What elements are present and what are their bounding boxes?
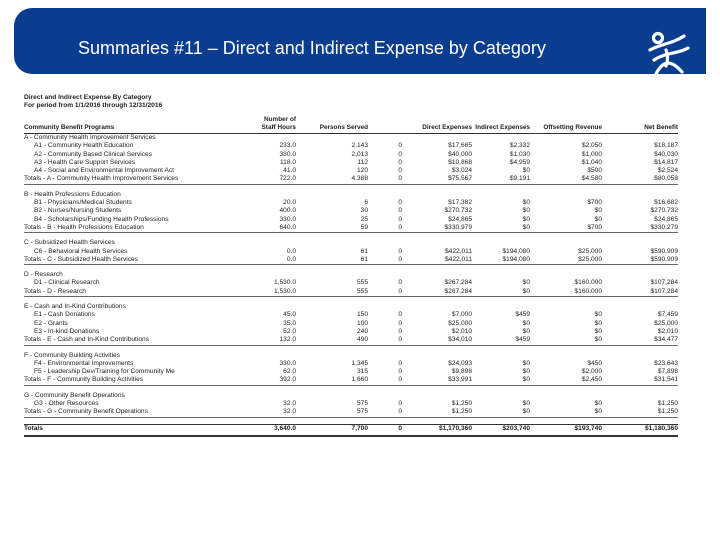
table-cell: 61 [360,247,368,255]
table-cell: 0 [368,408,402,417]
table-cell: $1,180,360 [602,424,678,436]
row-label: E1 - Cash Donations [34,311,95,319]
table-cell: $17,382 [448,199,472,207]
table-cell: 0 [368,224,402,233]
table-cell: 32.0 [283,400,296,408]
table-cell: $80,058 [602,175,678,184]
table-cell: 0 [398,158,402,166]
row-label: Totals - C - Subsidized Health Services [24,256,256,265]
table-row [24,216,678,224]
table-cell: $0 [472,408,530,417]
section-row [24,134,678,143]
table-cell: $10,868 [448,158,472,166]
table-cell: $2,524 [657,167,678,175]
row-label: B1 - Physicians/Medical Students [34,199,132,207]
section-row [24,191,678,199]
row-label: F4 - Environmental Improvements [34,359,134,367]
table-cell: $2,332 [509,142,530,150]
table-cell: $0 [594,327,602,335]
table-cell: 0 [398,311,402,319]
table-cell: $2,010 [451,327,472,335]
column-header: Indirect Expenses [472,116,530,134]
table-cell: $40,000 [448,150,472,158]
row-label: D1 - Clinical Research [34,279,100,287]
table-cell: $0 [594,207,602,215]
table-cell: $500 [587,167,602,175]
table-cell: $75,567 [402,175,472,184]
table-cell: $24,865 [654,215,678,223]
table-cell: $0 [522,167,530,175]
table-cell [402,134,472,143]
table-cell: $34,477 [602,336,678,345]
table-cell: 392.0 [256,376,296,385]
row-label: Totals - F - Community Building Activities [24,376,256,385]
table-cell: 555 [356,279,368,287]
table-cell: 41.0 [283,167,296,175]
table-cell: 233.0 [279,142,296,150]
table-cell: $0 [522,215,530,223]
total-row [24,408,678,417]
section-row [24,303,678,311]
table-cell: $0 [530,408,602,417]
table-cell: $1,040 [581,158,602,166]
table-cell: $0 [472,288,530,297]
total-row [24,288,678,297]
table-cell: 2,013 [351,150,368,158]
table-cell: 0 [398,368,402,376]
row-label: Totals - D - Research [24,288,256,297]
table-cell: 62.0 [283,368,296,376]
table-cell: 25 [360,215,368,223]
table-cell [256,134,296,143]
table-cell: $1,170,360 [402,424,472,436]
row-label: Totals [24,424,256,436]
table-cell [472,191,530,199]
column-header: Direct Expenses [402,116,472,134]
table-cell [602,271,678,279]
table-cell: 45.0 [283,311,296,319]
table-cell: $0 [522,199,530,207]
row-label: B - Health Professions Education [24,190,121,198]
table-cell: 0 [398,142,402,150]
table-cell [530,134,602,143]
table-cell: 4,388 [296,175,368,184]
table-cell [530,239,602,247]
table-cell: $34,010 [402,336,472,345]
table-cell: 1,660 [296,376,368,385]
report-heading [24,94,162,110]
table-cell [256,417,296,424]
table-cell: 0 [368,376,402,385]
table-cell: $24,093 [448,359,472,367]
section-row [24,271,678,279]
table-cell: $7,898 [657,368,678,376]
row-label: A - Community Health Improvement Services [24,134,156,141]
row-label: G3 - Other Resources [34,400,99,408]
slide-header [14,8,706,74]
table-cell [472,134,530,143]
table-cell: $0 [522,327,530,335]
row-label: A2 - Community Based Clinical Services [34,150,152,158]
table-cell [402,392,472,400]
table-cell: 35.0 [283,319,296,327]
table-row [24,311,678,319]
table-cell [256,191,296,199]
table-cell [602,303,678,311]
table-cell: $194,080 [502,247,530,255]
table-cell: $0 [522,400,530,408]
table-cell: 400.0 [279,207,296,215]
slide-title: Summaries #11 – Direct and Indirect Expense by Category [78,38,546,58]
table-cell: $4,580 [530,175,602,184]
row-label: E2 - Grants [34,319,68,327]
row-label: B2 - Nurses/Nursing Students [34,207,122,215]
table-cell: $590,909 [602,256,678,265]
table-cell: 1,345 [351,359,368,367]
table-cell [402,239,472,247]
table-cell: 575 [296,408,368,417]
table-cell [296,134,368,143]
table-cell: 722.0 [256,175,296,184]
row-label: C - Subsidized Health Services [24,239,115,247]
table-cell [256,271,296,279]
table-cell: 240 [356,327,368,335]
table-cell: $107,284 [602,288,678,297]
column-header: Community Benefit Programs [24,116,256,134]
table-cell: $0 [522,368,530,376]
table-cell [472,392,530,400]
table-row [24,248,678,256]
table-cell [530,191,602,199]
table-cell [530,271,602,279]
table-cell: 112 [357,158,368,166]
table-cell [602,392,678,400]
table-cell: 100 [356,319,368,327]
report-period: For period from 1/1/2016 through 12/31/2016 [24,102,163,109]
table-cell: 30 [360,207,368,215]
table-cell [296,191,368,199]
table-cell [402,191,472,199]
table-cell: $160,000 [530,288,602,297]
table-cell [368,417,402,424]
column-header: Persons Served [296,116,368,134]
table-cell: 555 [296,288,368,297]
table-body [24,134,678,436]
table-cell: 575 [356,400,368,408]
table-cell: 0 [398,359,402,367]
table-cell: $1,000 [581,150,602,158]
table-cell [602,191,678,199]
table-cell: $1,250 [657,400,678,408]
table-cell [296,303,368,311]
table-row [24,368,678,376]
table-cell [530,417,602,424]
table-cell: $270,732 [444,207,472,215]
row-label: F5 - Leadership Dev/Training for Community Me [34,368,175,376]
table-cell: 120 [356,167,368,175]
row-label: Totals - B - Health Professions Education [24,224,256,233]
table-cell: $0 [594,400,602,408]
table-cell: 0.0 [256,256,296,265]
table-cell: $25,000 [654,319,678,327]
table-cell: 6 [364,199,368,207]
table-cell: 0 [398,207,402,215]
row-label: E3 - In-kind Donations [34,327,100,335]
row-label: A1 - Community Health Education [34,142,134,150]
table-header-row [24,116,678,134]
table-cell: $25,000 [530,256,602,265]
total-row [24,376,678,385]
table-cell: $330,979 [402,224,472,233]
table-cell: $7,000 [451,311,472,319]
table-cell: 0 [398,215,402,223]
table-cell: $1,250 [402,408,472,417]
table-cell: $194,080 [472,256,530,265]
table-cell: $7,459 [657,311,678,319]
table-cell: $1,250 [602,408,678,417]
total-row [24,224,678,233]
table-cell [256,303,296,311]
row-label: Totals - E - Cash and In-Kind Contributions [24,336,256,345]
table-cell: $2,050 [581,142,602,150]
table-cell: $700 [530,224,602,233]
table-cell: 7,700 [296,424,368,436]
table-row [24,279,678,287]
table-cell: $450 [587,359,602,367]
table-cell: $422,011 [402,256,472,265]
table-cell: $25,000 [448,319,472,327]
table-cell [472,239,530,247]
table-cell: 1,530.0 [274,279,296,287]
table-cell: 0 [368,256,402,265]
column-header [368,116,402,134]
table-cell: 315 [356,368,368,376]
table-cell [402,271,472,279]
table-cell: $160,000 [574,279,602,287]
table-cell: $9,191 [472,175,530,184]
table-cell: $0 [522,207,530,215]
table-cell: $107,284 [650,279,678,287]
table-cell [530,303,602,311]
table-cell [256,239,296,247]
table-cell [296,392,368,400]
table-cell: 52.0 [283,327,296,335]
table-cell [402,417,472,424]
row-label: G - Community Benefit Operations [24,391,125,399]
table-cell [602,352,678,360]
table-cell: $422,011 [444,247,472,255]
table-row [24,328,678,336]
table-cell: 118.0 [279,158,296,166]
table-cell [368,303,402,311]
table-cell: 132.0 [256,336,296,345]
table-cell: $2,450 [530,376,602,385]
table-cell: 0 [368,336,402,345]
table-cell: $0 [530,336,602,345]
table-cell: $330,279 [602,224,678,233]
table-cell: 0 [398,247,402,255]
table-cell: 0 [398,199,402,207]
grand-total-row [24,424,678,436]
column-header: Net Benefit [602,116,678,134]
table-cell: $16,682 [654,199,678,207]
table-row [24,142,678,150]
table-cell: 59 [296,224,368,233]
table-cell: $267,284 [444,279,472,287]
table-cell [296,239,368,247]
column-header: Number of Staff Hours [256,116,296,134]
table-cell [602,417,678,424]
row-label: E - Cash and In-Kind Contributions [24,303,126,311]
table-cell: $0 [472,224,530,233]
table-cell: 0 [398,327,402,335]
table-row [24,167,678,175]
table-cell [472,271,530,279]
table-cell: $590,909 [650,247,678,255]
table-cell [368,392,402,400]
row-label: C6 - Behavioral Health Services [34,247,128,255]
table-cell [296,271,368,279]
column-header: Offsetting Revenue [530,116,602,134]
table-cell: $18,187 [654,142,678,150]
row-label: A4 - Social and Environmental Improvement Act [34,167,175,175]
total-row [24,336,678,345]
table-cell: $203,740 [472,424,530,436]
table-cell: $9,898 [451,368,472,376]
section-row [24,392,678,400]
table-row [24,320,678,328]
table-cell: $0 [522,279,530,287]
total-row [24,175,678,184]
table-cell: 150 [356,311,368,319]
table-cell [530,352,602,360]
table-cell: 0 [368,424,402,436]
row-label: Totals - A - Community Health Improvement Services [24,175,256,184]
table-cell [602,134,678,143]
table-cell [296,417,368,424]
section-row [24,352,678,360]
table-cell: $1,030 [509,150,530,158]
table-cell: $0 [594,215,602,223]
row-label: A3 - Health Care Support Services [34,158,136,166]
table-cell [530,392,602,400]
table-cell: $40,030 [654,150,678,158]
table-cell: $459 [472,336,530,345]
report-title: Direct and Indirect Expense By Category [24,94,152,101]
table-cell: $25,000 [578,247,602,255]
table-cell: 330.0 [279,215,296,223]
table-cell: $0 [594,311,602,319]
table-row [24,151,678,159]
table-cell: 0 [368,175,402,184]
total-row [24,256,678,265]
table-cell: 20.0 [283,199,296,207]
table-cell: 61 [296,256,368,265]
table-cell: $459 [515,311,530,319]
section-row [24,239,678,247]
table-cell [472,417,530,424]
table-cell: $270,732 [650,207,678,215]
table-cell [368,352,402,360]
table-row [24,360,678,368]
table-cell: 2,143 [351,142,368,150]
table-cell: $14,817 [654,158,678,166]
table-cell: $700 [587,199,602,207]
table-cell [368,191,402,199]
table-cell: 1,530.0 [256,288,296,297]
table-cell [402,352,472,360]
table-cell: 0 [368,288,402,297]
table-cell: $0 [522,319,530,327]
table-row [24,159,678,167]
table-cell: $2,010 [657,327,678,335]
table-cell: $24,865 [448,215,472,223]
table-cell: 3,640.0 [256,424,296,436]
table-cell: 0.0 [286,247,296,255]
table-row [24,199,678,207]
row-label: B4 - Scholarships/Funding Health Professions [34,215,169,223]
spacer-row [24,417,678,424]
row-label: F - Community Building Activities [24,351,121,359]
table-cell [368,239,402,247]
table-cell: 490 [296,336,368,345]
table-cell: $0 [472,376,530,385]
table-cell [602,239,678,247]
table-cell: 0 [398,319,402,327]
row-label: D - Research [24,271,63,279]
table-cell [368,134,402,143]
table-cell [472,352,530,360]
table-cell: $193,740 [530,424,602,436]
table-cell [368,271,402,279]
table-cell [256,392,296,400]
table-cell [402,303,472,311]
table-cell: 0 [398,167,402,175]
stylized-figure-logo-icon [644,30,696,78]
row-label: Totals - G - Community Benefit Operations [24,408,256,417]
table-cell: 0 [398,279,402,287]
table-cell: $33,991 [402,376,472,385]
table-cell [472,303,530,311]
table-cell: 0 [398,150,402,158]
expense-table [24,116,678,437]
table-cell: $3,024 [451,167,472,175]
table-cell: 640.0 [256,224,296,233]
table-cell [296,352,368,360]
table-cell: $2,000 [581,368,602,376]
table-cell: $1,250 [451,400,472,408]
table-cell: $267,284 [402,288,472,297]
table-cell: 0 [398,400,402,408]
row-label [24,417,256,424]
table-cell: 330.0 [279,359,296,367]
table-cell: $0 [522,359,530,367]
table-row [24,207,678,215]
table-cell [256,352,296,360]
table-cell: $31,541 [602,376,678,385]
table-cell: 32.0 [256,408,296,417]
table-cell: 330.0 [279,150,296,158]
table-cell: $0 [594,319,602,327]
expense-report [24,94,704,494]
table-cell: $17,665 [448,142,472,150]
table-row [24,400,678,408]
table-cell: $23,643 [654,359,678,367]
table-cell: $4,959 [509,158,530,166]
